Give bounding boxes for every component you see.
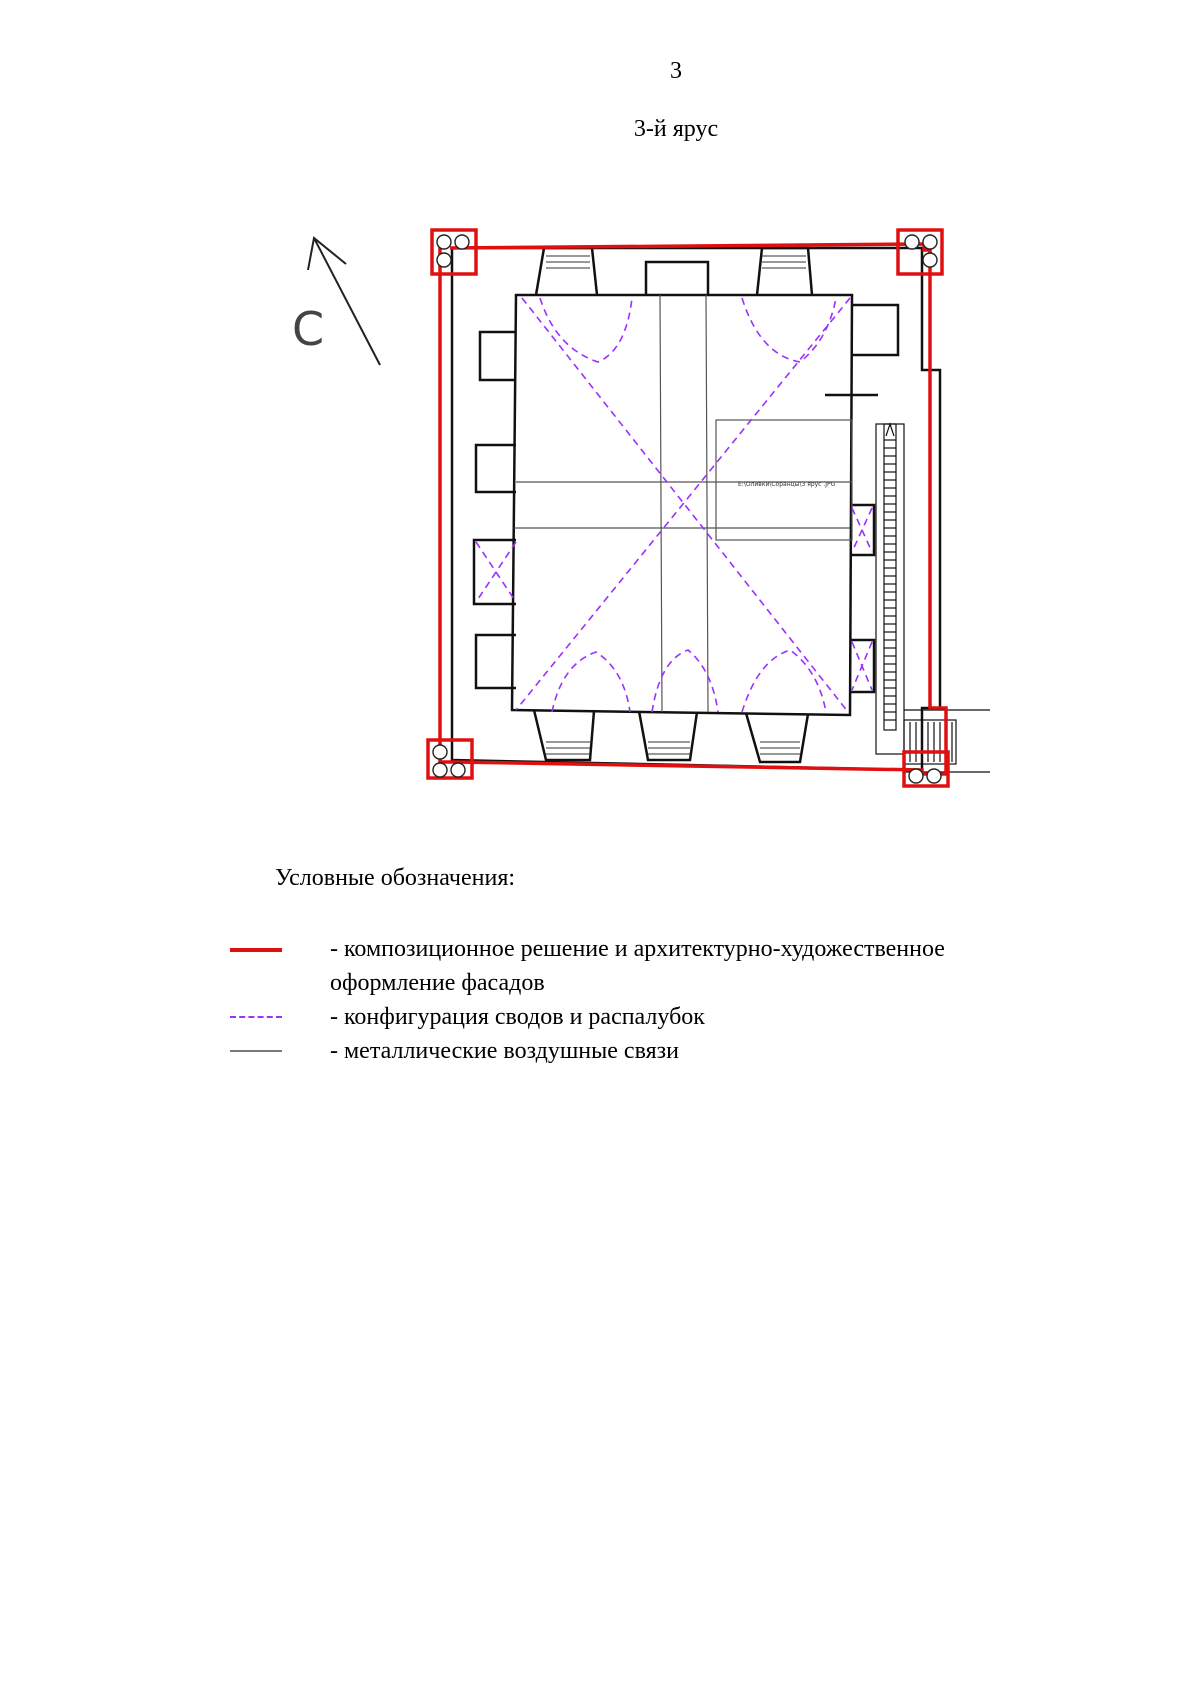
legend-text-vaults: - конфигурация сводов и распалубок xyxy=(330,1004,705,1030)
structure-walls xyxy=(452,248,940,770)
legend-text-ties: - металлические воздушные связи xyxy=(330,1038,679,1064)
legend-swatch-red xyxy=(230,948,282,952)
north-label: С xyxy=(292,302,325,356)
legend-text-facade-line2: оформление фасадов xyxy=(330,970,545,996)
tier-title: 3-й ярус xyxy=(633,116,719,142)
legend-title: Условные обозначения: xyxy=(275,865,516,891)
page-number: 3 xyxy=(670,58,682,84)
staircase xyxy=(876,424,990,772)
legend-item-vaults xyxy=(230,1000,1150,1034)
legend-item-ties xyxy=(230,1034,1150,1068)
legend-swatch-purple xyxy=(230,1016,282,1018)
legend-item-facade xyxy=(230,932,1150,1002)
drawing-caption: E:\Оливки\Соранцы\3 ярус .JPG xyxy=(738,481,836,488)
legend-swatch-gray xyxy=(230,1050,282,1052)
floor-plan-drawing xyxy=(0,0,1200,820)
legend-text-facade-line1: - композиционное решение и архитектурно-художественное xyxy=(330,936,945,962)
